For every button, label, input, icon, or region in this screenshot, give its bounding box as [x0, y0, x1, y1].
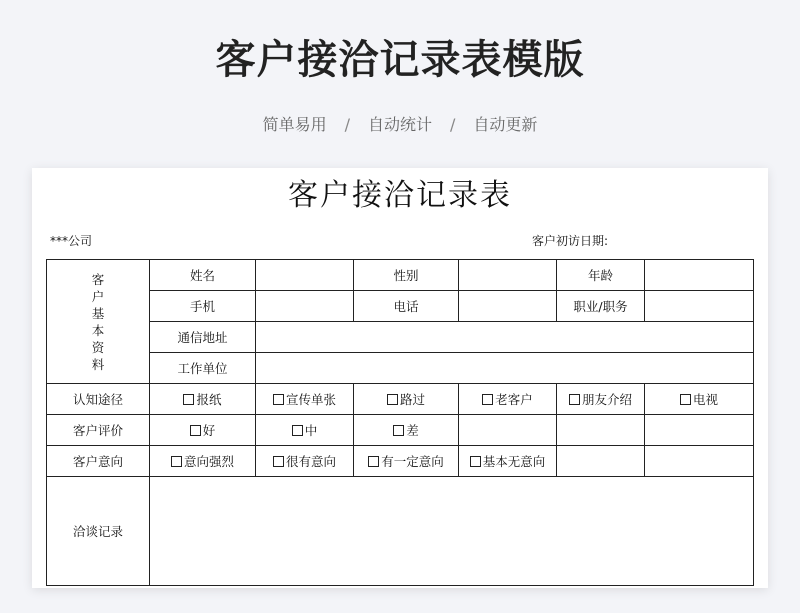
intention-option-strong[interactable]: 意向强烈: [150, 446, 256, 477]
channel-option-friend-referral[interactable]: 朋友介绍: [557, 384, 645, 415]
table-row: [47, 415, 754, 446]
rating-label: 客户评价: [47, 415, 150, 446]
intention-option-very[interactable]: 很有意向: [256, 446, 354, 477]
rating-empty-cell: [645, 415, 754, 446]
tag-auto-update: 自动更新: [473, 115, 538, 134]
banner-title: 客户接洽记录表模版: [215, 37, 585, 83]
table-row: [47, 260, 754, 291]
name-label: 姓名: [150, 260, 256, 291]
banner-subtitle: [0, 113, 800, 137]
tag-auto-stats: 自动统计: [367, 115, 432, 134]
gender-field[interactable]: [459, 260, 557, 291]
intention-option-some[interactable]: 有一定意向: [354, 446, 459, 477]
tag-easy: 简单易用: [262, 115, 327, 134]
visit-date-label: 客户初访日期:: [532, 234, 609, 248]
workplace-label: 工作单位: [150, 353, 256, 384]
rating-empty-cell: [459, 415, 557, 446]
table-row: [47, 353, 754, 384]
company-name: ***公司: [50, 234, 93, 248]
tag-separator: /: [344, 115, 350, 134]
channel-option-flyer[interactable]: 宣传单张: [256, 384, 354, 415]
workplace-field[interactable]: [256, 353, 754, 384]
rating-empty-cell: [557, 415, 645, 446]
name-field[interactable]: [256, 260, 354, 291]
record-form-table: [46, 259, 754, 586]
basic-section-label: 客 户 基 本 资 料: [47, 260, 150, 384]
mobile-label: 手机: [150, 291, 256, 322]
intention-label: 客户意向: [47, 446, 150, 477]
phone-label: 电话: [354, 291, 459, 322]
table-row: [47, 291, 754, 322]
age-label: 年龄: [557, 260, 645, 291]
occupation-field[interactable]: [645, 291, 754, 322]
rating-option-poor[interactable]: 差: [354, 415, 459, 446]
channel-option-newspaper[interactable]: 报纸: [150, 384, 256, 415]
occupation-label: 职业/职务: [557, 291, 645, 322]
document-title: 客户接洽记录表: [288, 178, 512, 213]
rating-option-medium[interactable]: 中: [256, 415, 354, 446]
gender-label: 性别: [354, 260, 459, 291]
channel-label: 认知途径: [47, 384, 150, 415]
table-row: [47, 384, 754, 415]
tag-separator: /: [450, 115, 456, 134]
table-row: [47, 446, 754, 477]
record-label: 洽谈记录: [47, 477, 150, 586]
phone-field[interactable]: [459, 291, 557, 322]
channel-option-tv[interactable]: 电视: [645, 384, 754, 415]
channel-option-passing-by[interactable]: 路过: [354, 384, 459, 415]
address-label: 通信地址: [150, 322, 256, 353]
table-row: [47, 477, 754, 586]
rating-option-good[interactable]: 好: [150, 415, 256, 446]
document-sheet: [32, 168, 768, 588]
intention-empty-cell: [557, 446, 645, 477]
channel-option-old-customer[interactable]: 老客户: [459, 384, 557, 415]
table-row: [47, 322, 754, 353]
record-field[interactable]: [150, 477, 754, 586]
address-field[interactable]: [256, 322, 754, 353]
intention-empty-cell: [645, 446, 754, 477]
intention-option-none[interactable]: 基本无意向: [459, 446, 557, 477]
age-field[interactable]: [645, 260, 754, 291]
mobile-field[interactable]: [256, 291, 354, 322]
